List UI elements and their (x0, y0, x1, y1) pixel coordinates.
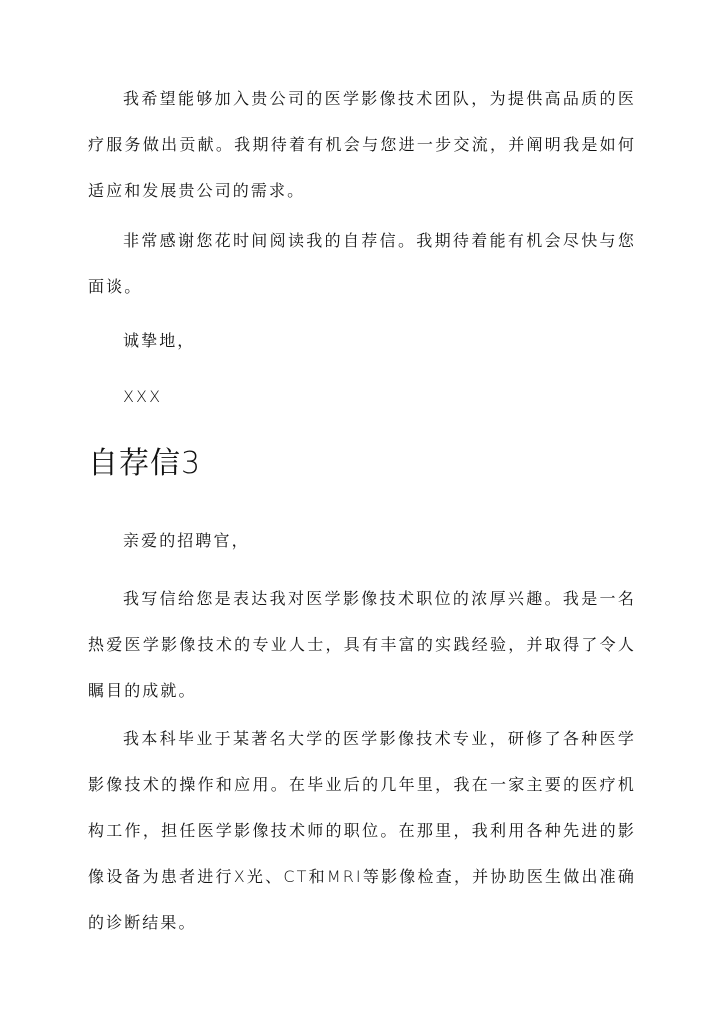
signature-text: XXX (123, 387, 163, 406)
paragraph-interest: 我写信给您是表达我对医学影像技术职位的浓厚兴趣。我是一名热爱医学影像技术的专业人士，具有丰富的实践经验，并取得了令人瞩目的成就。 (88, 589, 636, 700)
salutation-text: 亲爱的招聘官， (123, 531, 250, 550)
section-title: 自荐信3 (88, 446, 202, 481)
closing-text: 诚挚地， (123, 331, 196, 350)
paragraph-education-experience: 我本科毕业于某著名大学的医学影像技术专业，研修了各种医学影像技术的操作和应用。在毕业后的几年里，我在一家主要的医疗机构工作，担任医学影像技术师的职位。在那里，我利用各种先进的影像设备为患者进行X光、CT和MRI等影像检查，并协助医生做出准确的诊断结果。 (88, 729, 636, 932)
paragraph-thanks: 非常感谢您花时间阅读我的自荐信。我期待着能有机会尽快与您面谈。 (88, 231, 636, 296)
paragraph-join-team: 我希望能够加入贵公司的医学影像技术团队，为提供高品质的医疗服务做出贡献。我期待着有机会与您进一步交流，并阐明我是如何适应和发展贵公司的需求。 (88, 89, 636, 200)
